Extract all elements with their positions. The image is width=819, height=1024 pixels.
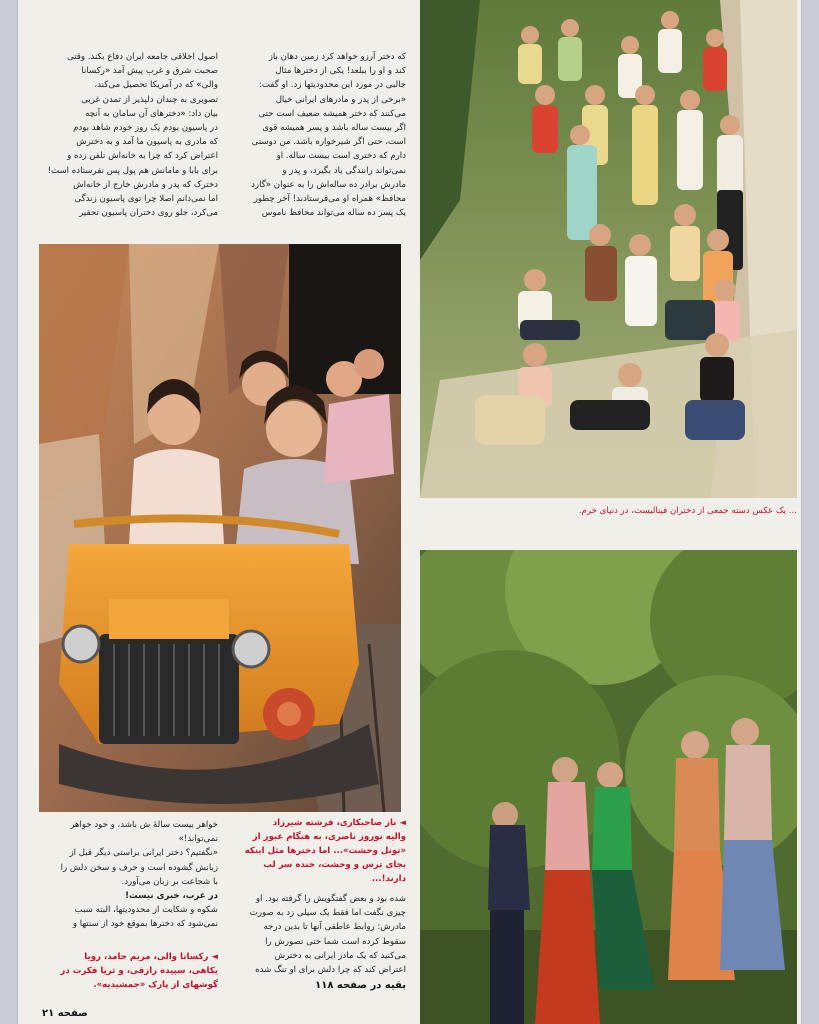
- magazine-page: [18, 0, 801, 1024]
- text-line: سقوط کرده است شما حتی تصورش را: [265, 936, 406, 947]
- caption-line: یکاهی، سپیده رازقی، و ثریا فکرت در: [60, 966, 218, 976]
- text-line: که دختر آرزو خواهد کرد زمین دهان باز: [268, 52, 406, 62]
- page-number-label: صفحه ۲۱: [42, 1008, 88, 1019]
- caption-line: ◄ ناز صاحبکاری، فرشته شیرزاد: [272, 818, 406, 828]
- caption-line: گوشهای از پارک «جمشیدیه».: [93, 980, 218, 990]
- text-line: می‌کنید که یک مادر ایرانی به دخترش: [274, 950, 406, 961]
- caption-line: ◄ رکسانا والی، مریم حامد، رویا: [84, 952, 218, 962]
- text-line: «نگفتیم؟ دختر ایرانی براستی دیگر قبل از: [69, 848, 218, 859]
- text-line: است، حتی اگر شیرخواره باشد. من دوستی: [251, 137, 406, 148]
- text-line: بیان داد: «دخترهای آن سامان به آنچه: [85, 108, 218, 119]
- text-line: زبانش گشوده است و حرف و سخن دلش را: [60, 862, 218, 873]
- caption-line: بجای ترس و وحشت، خنده سر لب: [263, 860, 406, 870]
- text-line: تصویری به چندان دلپذیر از تمدن غربی: [81, 94, 218, 105]
- text-column-top-right: [230, 50, 406, 230]
- text-line: مادرش: روابط عاطفی آنها تا بدین درجه: [263, 922, 406, 933]
- text-line: نمی‌شود که دخترها بموقع خود از سنتها و: [72, 919, 218, 930]
- caption-line: والیه نوروز ناصری، به هنگام عبور از: [252, 832, 406, 842]
- text-line: مادرش برادر ده ساله‌اش را به عنوان «گارد: [251, 179, 406, 190]
- text-line: می‌کرد، جلو روی دختران پاسیون تحقیر: [79, 208, 218, 219]
- text-line: در پاسیون بودم یک روز خودم شاهد بودم: [73, 123, 218, 134]
- text-line: والی» که در آمریکا تحصیل می‌کند،: [94, 80, 218, 91]
- text-line: می‌کنند که دختر همیشه ضعیف است حتی: [258, 108, 406, 119]
- text-column-bottom-left: [230, 892, 406, 978]
- text-line: محافظ» همراه او می‌فرستادند! آخر چطور: [253, 194, 406, 205]
- continue-label: بقیه در صفحه ۱۱۸: [315, 980, 406, 991]
- caption-text: ... یک عکس دسته جمعی از دختران فینالیست، در دنیای خرم.: [578, 506, 797, 516]
- text-line: صحبت شرق و غرب پیش آمد «رکسانا: [81, 66, 218, 77]
- caption-group-steps: [420, 504, 797, 520]
- text-line: دارم که دختری است بیست ساله. او: [276, 151, 406, 162]
- text-column-top-left: [38, 50, 218, 230]
- photo-bumper-car-art: [39, 244, 401, 812]
- text-line: نمی‌تواند!»: [178, 834, 218, 845]
- text-line: شکوه و شکایت از محدودیتها، البته سبب: [74, 905, 218, 916]
- text-line: با شجاعت بر زبان می‌آورد.: [121, 876, 218, 887]
- text-line: که مادری به پاسیون ما آمد و به دخترش: [76, 137, 218, 148]
- text-line: یک پسر ده ساله می‌تواند محافظ ناموس: [261, 208, 406, 219]
- text-line: دخترک که پدر و مادرش خارج از خانه‌اش: [73, 179, 218, 190]
- caption-line: دارند!...: [371, 874, 406, 884]
- text-column-bottom-middle: [38, 818, 218, 936]
- page-number: [42, 1008, 162, 1019]
- text-line: اگر بیست ساله باشد و پسر همیشه قوی: [262, 123, 406, 134]
- text-line: برای بابا و مامانش هم پول پس نفرستاده است!: [47, 165, 218, 176]
- text-line: اعتراض کرد که چرا به خانه‌اش تلفن زده و: [67, 151, 218, 162]
- caption-park: [38, 950, 218, 994]
- photo-park-group: [420, 550, 797, 1024]
- text-line: شده بود و بعض گفتگویش را گرفته بود. او: [255, 894, 406, 904]
- photo-group-steps: [420, 0, 797, 498]
- photo-group-steps-art: [420, 0, 797, 498]
- text-line: نمی‌تواند رانندگی یاد بگیرد، و پدر و: [282, 165, 406, 176]
- continued-on-page: [230, 980, 406, 991]
- text-line: اعتراض کند که چرا دلش برای او تنگ شده: [255, 965, 406, 976]
- text-line: در غرب، خبری نیست!: [125, 891, 218, 902]
- text-line: خواهر بیست سالهٔ ش باشد، و خود خواهر: [70, 820, 218, 830]
- caption-line: «تونل وحشت»... اما دخترها مثل اینکه: [244, 846, 406, 856]
- text-line: اصول اخلاقی جامعه ایران دفاع بکند. وقتی: [66, 52, 218, 62]
- photo-park-group-art: [420, 550, 797, 1024]
- text-line: جالبی در مورد این محدودیتها زد. او گفت:: [259, 80, 406, 91]
- text-line: کند و او را ببلعد! یکی از دخترها مثال: [275, 66, 406, 77]
- photo-bumper-car: [39, 244, 401, 812]
- text-line: اما نمی‌دانم اصلا چرا توی پاسیون زندگی: [74, 194, 218, 205]
- text-line: «برخی از پدر و مادرهای ایرانی خیال: [275, 94, 406, 105]
- caption-bumper-car: [230, 816, 406, 891]
- text-line: چیزی نگفت اما فقط یک سیلی زد به صورت: [249, 908, 406, 919]
